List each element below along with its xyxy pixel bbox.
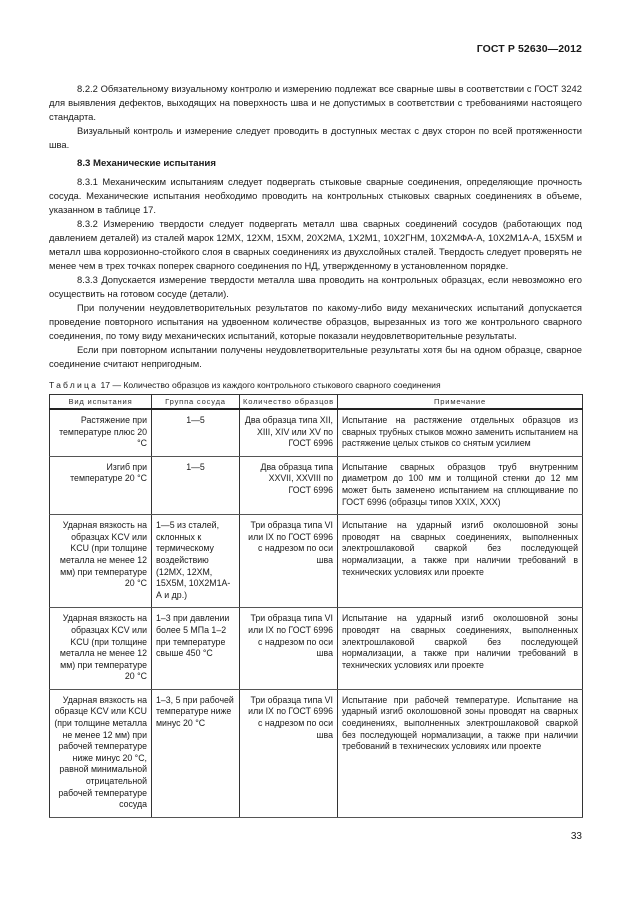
table-caption: [49, 379, 582, 391]
cell-count: Два образца типа XXVII, XXVIII по ГОСТ 6996: [240, 456, 338, 514]
cell-group: 1–3 при давлении более 5 МПа 1–2 при температуре свыше 450 °С: [152, 608, 240, 690]
table-row: [50, 456, 583, 514]
cell-test: Ударная вязкость на образцах KCV или KCU (при толщине металла не менее 12 мм) при температуре 20 °С: [50, 515, 152, 608]
table-row: [50, 515, 583, 608]
table-row: [50, 689, 583, 817]
cell-note: Испытание сварных образцов труб внутренним диаметром до 100 мм и толщиной стенки до 12 мм может быть заменено испытанием на сплющивание по ГОСТ 6996 (образцы типов XXIX, XXX): [338, 456, 583, 514]
cell-test: Ударная вязкость на образцах KCV или KCU (при толщине металла не менее 12 мм) при температуре 20 °С: [50, 608, 152, 690]
paragraph: 8.3.3 Допускается измерение твердости металла шва проводить на контрольных образцах, если невозможно его осуществить на готовом сосуде (детали).: [49, 274, 582, 299]
paragraph: 8.3.2 Измерению твердости следует подвергать металл шва сварных соединений сосудов (работающих под давлением деталей) из сталей марок 12МХ, 12ХМ, 15ХМ, 20Х2МА, 1Х2М1, 10Х2ГНМ, 10Х2МФА-А, 10Х2М1А-А, 15Х5М и металл шва коррозионно-стойкого слоя в сварных соединениях из двухслойных сталей. Твердость следует проверять не менее чем в трех точках поперек сварного соединения по НД, утвержденному в установленном порядке.: [49, 218, 582, 271]
column-header-count: Количество образцов: [240, 395, 338, 410]
column-header-test: Вид испытания: [50, 395, 152, 410]
cell-group: 1—5: [152, 456, 240, 514]
cell-test: Ударная вязкость на образце KCV или KCU (при толщине металла не менее 12 мм) при рабочей температуре ниже минус 20 °С, равной минимальной отрицательной рабочей температуре сосуда: [50, 689, 152, 817]
cell-count: Два образца типа XII, XIII, XIV или XV по ГОСТ 6996: [240, 409, 338, 456]
table-row: [50, 608, 583, 690]
cell-count: Три образца типа VI или IX по ГОСТ 6996 с надрезом по оси шва: [240, 689, 338, 817]
column-header-group: Группа сосуда: [152, 395, 240, 410]
paragraph: 8.3.1 Механическим испытаниям следует подвергать стыковые сварные соединения, определяющие прочность сосуда. Механические испытания необходимо проводить на контрольных стыковых сварных соединениях в объеме, указанном в таблице 17.: [49, 176, 582, 215]
cell-note: Испытание при рабочей температуре. Испытание на ударный изгиб околошовной зоны проводят на сварных соединениях, выполненных электрошлаковой сваркой без последующей нормализации, а также при наличии требований в технических условиях или проекте: [338, 689, 583, 817]
cell-note: Испытание на ударный изгиб околошовной зоны проводят на сварных соединениях, выполненных электрошлаковой сваркой без последующей нормализации, а также при наличии требований в технических условиях или проекте: [338, 515, 583, 608]
table-caption-label: Таблица: [49, 380, 99, 390]
page-content: [49, 82, 582, 818]
table-header-row: [50, 395, 583, 410]
section-heading: 8.3 Механические испытания: [77, 158, 216, 169]
page-number: 33: [570, 831, 582, 842]
paragraph: Визуальный контроль и измерение следует проводить в доступных местах с двух сторон по всей протяженности шва.: [49, 125, 582, 150]
cell-note: Испытание на растяжение отдельных образцов из сварных трубных стыков можно заменить испытанием на растяжение целых стыков со снятым усилием: [338, 409, 583, 456]
cell-count: Три образца типа VI или IX по ГОСТ 6996 с надрезом по оси шва: [240, 608, 338, 690]
cell-count: Три образца типа VI или IX по ГОСТ 6996 с надрезом по оси шва: [240, 515, 338, 608]
samples-table: [49, 394, 583, 818]
cell-test: Изгиб при температуре 20 °С: [50, 456, 152, 514]
table-caption-text: 17 — Количество образцов из каждого контрольного стыкового сварного соединения: [100, 380, 441, 390]
cell-note: Испытание на ударный изгиб околошовной зоны проводят на сварных соединениях, выполненных электрошлаковой сваркой без последующей нормализации, а также при наличии требований в технических условиях или проекте: [338, 608, 583, 690]
table-row: [50, 409, 583, 456]
paragraph: При получении неудовлетворительных результатов по какому-либо виду механических испытаний допускается проведение повторного испытания на удвоенном количестве образцов, вырезанных из того же контрольного сварного соединения, по тому виду механических испытаний, которые показали неудовлетворительные результаты.: [49, 302, 582, 341]
column-header-note: Примечание: [338, 395, 583, 410]
paragraph: Если при повторном испытании получены неудовлетворительные результаты хотя бы на одном образце, сварное соединение считают непригодным.: [49, 344, 582, 369]
document-id: ГОСТ Р 52630—2012: [476, 43, 582, 55]
cell-group: 1—5 из сталей, склонных к термическому воздействию (12МХ, 12ХМ, 15Х5М, 10Х2М1А-А и др.): [152, 515, 240, 608]
cell-test: Растяжение при температуре плюс 20 °С: [50, 409, 152, 456]
cell-group: 1—5: [152, 409, 240, 456]
paragraph: 8.2.2 Обязательному визуальному контролю и измерению подлежат все сварные швы в соответствии с ГОСТ 3242 для выявления дефектов, выходящих на поверхность шва и не допустимых в соответствии с требованиями настоящего стандарта.: [49, 83, 582, 122]
cell-group: 1–3, 5 при рабочей температуре ниже минус 20 °С: [152, 689, 240, 817]
